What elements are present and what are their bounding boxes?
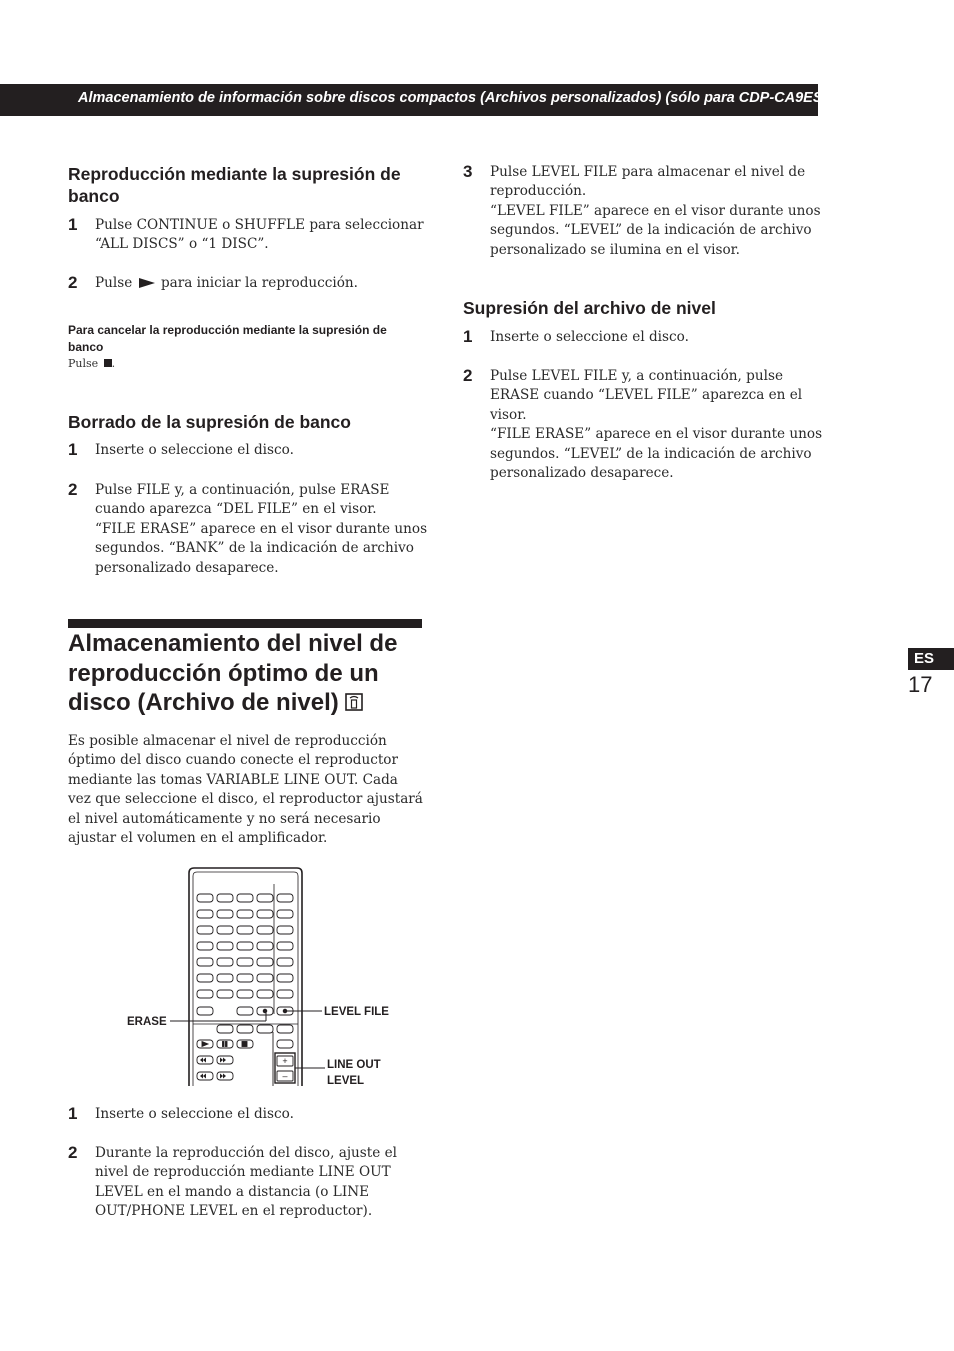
button-grid [197, 894, 293, 1033]
note-title: Para cancelar la reproducción mediante la supresión de banco [68, 323, 387, 354]
step-text-detail: “LEVEL FILE” aparece en el visor durante unos segundos. “LEVEL” de la indicación de archivo personalizado se ilumina en el visor. [490, 202, 821, 258]
remote-button [237, 926, 253, 934]
step [68, 481, 428, 578]
erase-label: ERASE [127, 1016, 167, 1028]
step-text-before: Pulse [95, 275, 133, 291]
remote-button [217, 926, 233, 934]
step-text: Inserte o seleccione el disco. [490, 329, 689, 345]
remote-button [217, 958, 233, 966]
remote-button [257, 942, 273, 950]
note-body [68, 356, 413, 372]
language-tab: ES [908, 648, 954, 670]
step-text-after: para iniciar la reproducción. [160, 275, 358, 291]
step-text: Durante la reproducción del disco, ajuste el nivel de reproducción mediante LINE OUT LEVEL en el mando a distancia (o LINE OUT/PHONE LEVEL en el reproductor). [95, 1145, 397, 1220]
step-text: Inserte o seleccione el disco. [95, 442, 294, 458]
remote-button [237, 990, 253, 998]
intro-paragraph: Es posible almacenar el nivel de reproducción óptimo del disco cuando conecte el reproductor mediante las tomas VARIABLE LINE OUT. Cada vez que seleccione el disco, el reproductor ajustará el nivel automáticamente y no será necesario ajustar el volumen en el amplificador. [68, 733, 423, 847]
plus-label: + [282, 1056, 288, 1066]
remote-button [197, 958, 213, 966]
remote-button [277, 990, 293, 998]
remote-button [277, 974, 293, 982]
remote-button [257, 926, 273, 934]
main-section-heading [68, 629, 428, 718]
step-text: Pulse CONTINUE o SHUFFLE para seleccionar “ALL DISCS” o “1 DISC”. [95, 217, 424, 253]
level-file-label: LEVEL FILE [324, 1006, 389, 1018]
section-title: Borrado de la supresión de banco [68, 412, 351, 432]
remote-button [277, 910, 293, 918]
step-text: Pulse FILE y, a continuación, pulse ERASE cuando aparezca “DEL FILE” en el visor. [95, 482, 390, 518]
main-title [68, 629, 428, 718]
erase-button [257, 1007, 273, 1015]
remote-button [257, 958, 273, 966]
remote-button [237, 894, 253, 902]
step [463, 163, 823, 260]
remote-button [277, 1025, 293, 1033]
step [68, 441, 428, 460]
section-rule [68, 619, 422, 628]
remote-button [197, 910, 213, 918]
remote-button [217, 1025, 233, 1033]
step-number: 2 [463, 366, 473, 385]
remote-button [197, 926, 213, 934]
remote-button [257, 974, 273, 982]
section-title: Reproducción mediante la supresión de banco [68, 164, 401, 206]
page-number: 17 [908, 672, 933, 697]
step-text-detail: “FILE ERASE” aparece en el visor durante unos segundos. “BANK” de la indicación de archivo personalizado desaparece. [95, 520, 428, 576]
step-text: Inserte o seleccione el disco. [95, 1106, 294, 1122]
remote-button [197, 894, 213, 902]
step-text-detail: “FILE ERASE” aparece en el visor durante unos segundos. “LEVEL” de la indicación de archivo personalizado desaparece. [490, 426, 823, 482]
step [68, 1105, 428, 1124]
remote-button [197, 942, 213, 950]
main-title-text: Almacenamiento del nivel de reproducción óptimo de un disco (Archivo de nivel) [68, 630, 398, 716]
remote-button [277, 894, 293, 902]
remote-button [277, 958, 293, 966]
header-bar [0, 84, 828, 116]
step-number: 1 [68, 215, 78, 234]
step [68, 216, 428, 255]
remote-button [237, 1025, 253, 1033]
step [68, 1144, 428, 1222]
note-text: Pulse [68, 357, 99, 370]
minus-label: – [282, 1071, 288, 1081]
section-level-erase [463, 297, 823, 319]
remote-button [217, 894, 233, 902]
play-icon [139, 278, 155, 288]
remote-button [197, 1007, 213, 1015]
header-title: Almacenamiento de información sobre discos compactos (Archivos personalizados) (sólo para CDP-CA9ES) [78, 90, 828, 106]
remote-button [237, 1007, 253, 1015]
step [463, 367, 823, 483]
remote-button [237, 910, 253, 918]
note-text-end: . [111, 357, 116, 370]
remote-button [237, 974, 253, 982]
stop-icon [104, 359, 112, 367]
note [68, 322, 413, 372]
step-number: 2 [68, 1143, 78, 1162]
step-number: 2 [68, 480, 78, 499]
step-text: Pulse LEVEL FILE y, a continuación, pulse ERASE cuando “LEVEL FILE” aparezca en el visor. [490, 368, 803, 423]
remote-button [257, 894, 273, 902]
step-number: 2 [68, 273, 78, 292]
remote-button [197, 974, 213, 982]
step-text: Pulse LEVEL FILE para almacenar el nivel de reproducción. [490, 164, 806, 200]
remote-button [277, 942, 293, 950]
step [68, 274, 428, 293]
remote-figure [120, 864, 410, 1088]
line-out-label: LINE OUT [327, 1059, 381, 1071]
remote-button [237, 942, 253, 950]
step [463, 328, 823, 347]
step-number: 1 [463, 327, 473, 346]
remote-button [217, 942, 233, 950]
step-number: 3 [463, 162, 473, 181]
remote-button [237, 958, 253, 966]
remote-button [217, 910, 233, 918]
remote-button [277, 926, 293, 934]
remote-button [217, 990, 233, 998]
section-bank-erase [68, 411, 428, 433]
step-number: 1 [68, 440, 78, 459]
level-label: LEVEL [327, 1075, 365, 1087]
step-number: 1 [68, 1104, 78, 1123]
remote-button [257, 910, 273, 918]
remote-button [257, 1025, 273, 1033]
transport-buttons [197, 1032, 295, 1086]
section-title: Supresión del archivo de nivel [463, 298, 716, 318]
remote-button [217, 974, 233, 982]
remote-icon [345, 693, 363, 711]
remote-button [197, 990, 213, 998]
section-bank-playback [68, 163, 428, 207]
remote-button [257, 990, 273, 998]
step-text [95, 274, 428, 293]
